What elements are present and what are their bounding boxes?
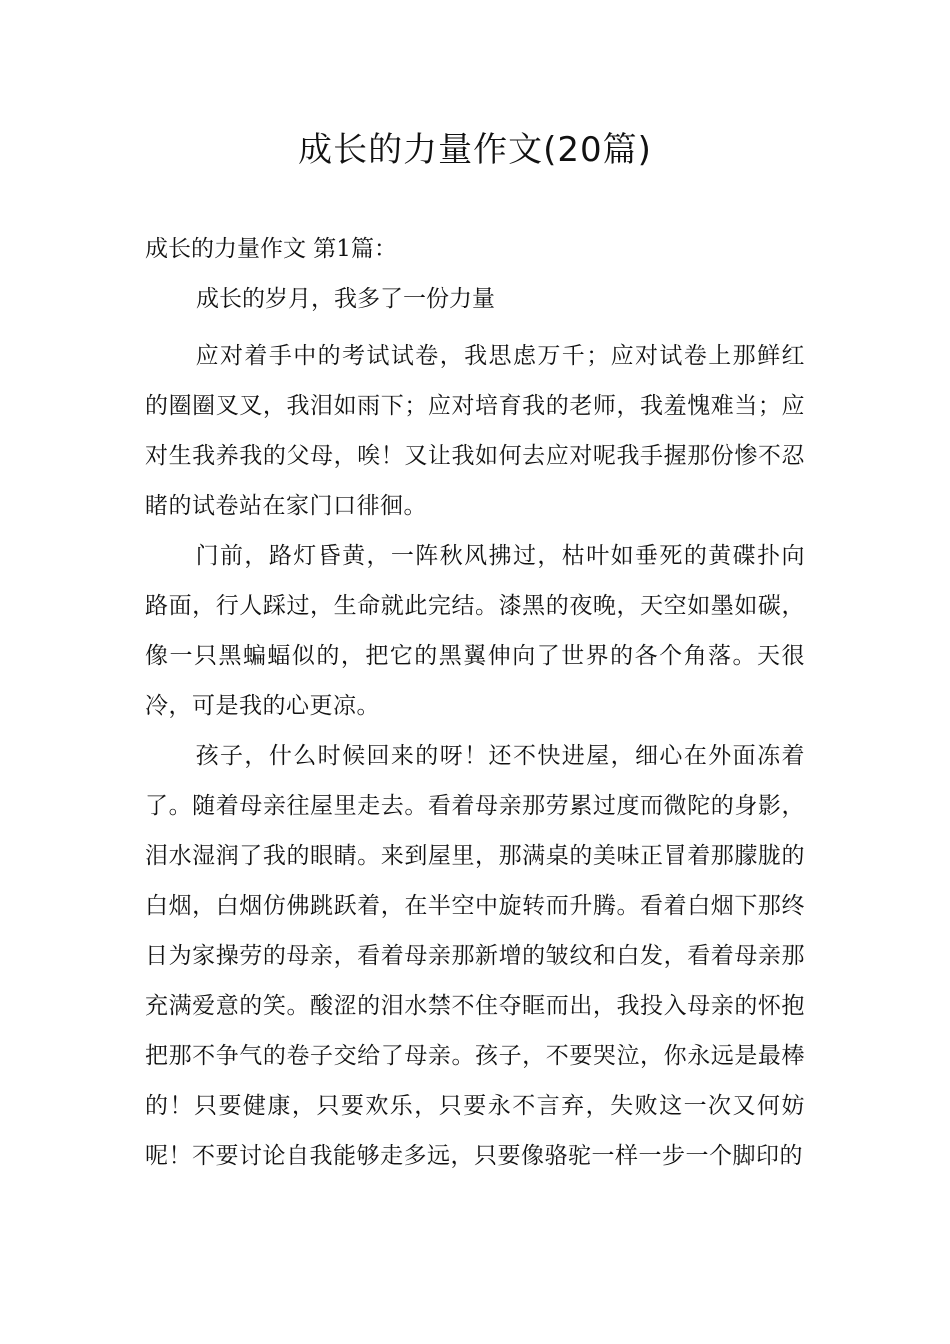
paragraph: 门前，路灯昏黄，一阵秋风拂过，枯叶如垂死的黄碟扑向路面，行人踩过，生命就此完结。漆黑的夜晚，天空如墨如碳，像一只黑蝙蝠似的，把它的黑翼伸向了世界的各个角落。天很冷，可是我的心更凉。	[145, 543, 805, 719]
document-title: 成长的力量作文(20篇)	[298, 130, 652, 170]
section-heading: 成长的力量作文 第1篇：	[145, 236, 397, 262]
essay-subtitle: 成长的岁月，我多了一份力量	[196, 286, 495, 312]
paragraph: 孩子，什么时候回来的呀！还不快进屋，细心在外面冻着了。随着母亲往屋里走去。看着母亲那劳累过度而微陀的身影，泪水湿润了我的眼睛。来到屋里，那满桌的美味正冒着那朦胧的白烟，白烟仿佛跳跃着，在半空中旋转而升腾。看着白烟下那终日为家操劳的母亲，看着母亲那新增的皱纹和白发，看着母亲那充满爱意的笑。酸涩的泪水禁不住夺眶而出，我投入母亲的怀抱把那不争气的卷子交给了母亲。孩子，不要哭泣，你永远是最棒的！只要健康，只要欢乐，只要永不言弃，失败这一次又何妨呢！不要讨论自我能够走多远，只要像骆驼一样一步一个脚印的	[145, 743, 805, 1169]
essay-body	[145, 331, 805, 1181]
paragraph: 应对着手中的考试试卷，我思虑万千；应对试卷上那鲜红的圈圈叉叉，我泪如雨下；应对培育我的老师，我羞愧难当；应对生我养我的父母，唉！又让我如何去应对呢我手握那份惨不忍睹的试卷站在家门口徘徊。	[145, 343, 805, 519]
